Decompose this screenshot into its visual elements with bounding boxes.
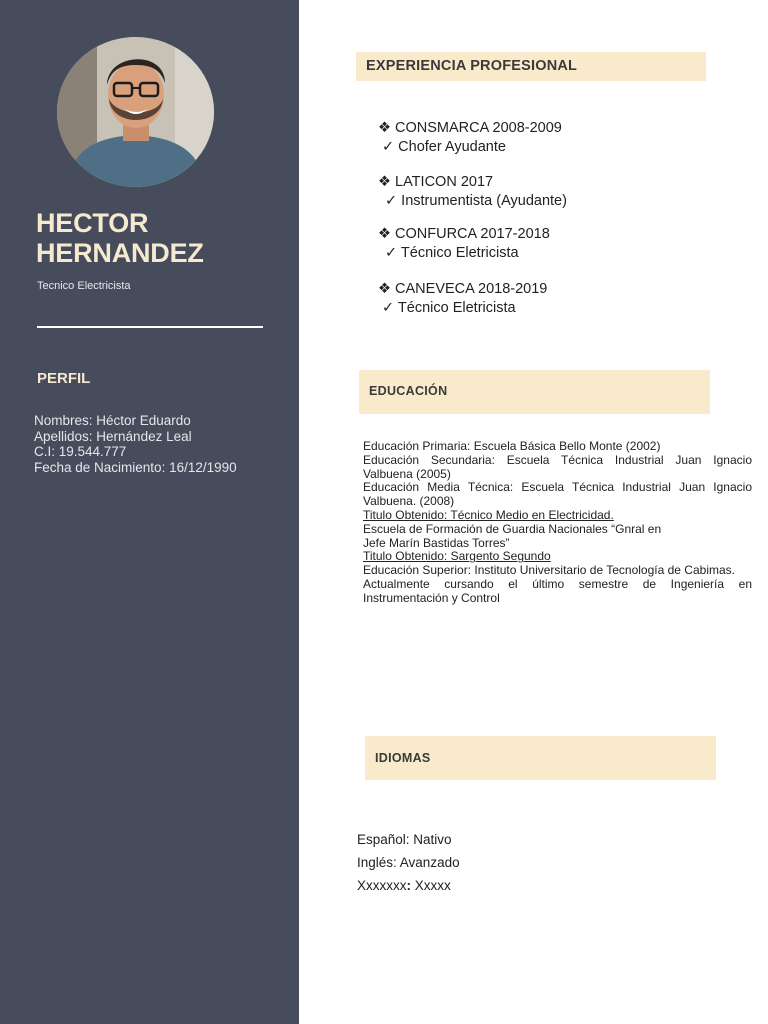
language-level: Nativo [409,832,452,847]
experience-header [356,52,706,81]
job-entry [378,280,547,318]
job-entry [378,173,567,211]
languages-list [357,828,460,897]
languages-header [365,736,716,780]
education-line: Titulo Obtenido: Sargento Segundo [363,549,551,564]
name-line-2: HERNANDEZ [36,238,204,268]
job-company: ❖ CANEVECA 2018-2019 [378,281,548,297]
sidebar [0,0,299,1024]
profile-detail-names: Nombres: Héctor Eduardo [34,413,191,428]
profile-details [34,413,237,475]
language-name: Español: [357,832,410,847]
candidate-name [36,208,286,268]
profile-detail-surnames: Apellidos: Hernández Leal [34,428,192,444]
job-entry [378,119,562,157]
job-role: ✓ Chofer Ayudante [382,139,506,155]
job-title: Tecnico Electricista [37,280,131,292]
language-item [357,828,460,851]
education-line: Educación Superior: Instituto Universitario de Tecnología de Cabimas. [363,563,735,578]
language-level: Xxxxx [411,878,451,893]
language-name: Xxxxxxx [357,878,407,893]
profile-detail-id: C.I: 19.544.777 [34,444,127,459]
job-company: ❖ CONSMARCA 2008-2009 [378,120,562,136]
education-line: Educación Secundaria: Escuela Técnica Industrial Juan Ignacio Valbuena (2005) [363,452,752,481]
language-item [357,851,460,874]
education-line: Titulo Obtenido: Técnico Medio en Electricidad. [363,507,614,522]
education-line: Educación Primaria: Escuela Básica Bello Monte (2002) [363,439,661,453]
job-company: ❖ LATICON 2017 [378,174,494,190]
language-item [357,874,460,897]
education-line: Actualmente cursando el último semestre de Ingeniería en Instrumentación y Control [363,576,752,605]
profile-photo [57,37,214,187]
profile-section-title: PERFIL [37,370,91,387]
job-role: ✓ Instrumentista (Ayudante) [385,193,567,209]
education-list [363,440,752,606]
job-role: ✓ Técnico Eletricista [382,300,516,316]
education-line: Jefe Marín Bastidas Torres” [363,535,510,550]
language-separator: : [406,878,412,893]
profile-detail-birthdate: Fecha de Nacimiento: 16/12/1990 [34,459,237,475]
language-level: Avanzado [396,855,460,870]
education-line: Educación Media Técnica: Escuela Técnica Industrial Juan Ignacio Valbuena. (2008) [363,480,752,509]
education-header [359,370,710,414]
sidebar-divider [37,326,263,328]
language-name: Inglés: [357,855,397,870]
education-line: Escuela de Formación de Guardia Nacionales “Gnral en [363,521,662,536]
job-entry [378,225,550,263]
job-role: ✓ Técnico Eletricista [385,245,519,261]
education-title: EDUCACIÓN [369,384,448,398]
languages-title: IDIOMAS [375,751,431,765]
name-line-1: HECTOR [36,208,149,238]
experience-title: EXPERIENCIA PROFESIONAL [366,58,578,74]
job-company: ❖ CONFURCA 2017-2018 [378,226,550,242]
